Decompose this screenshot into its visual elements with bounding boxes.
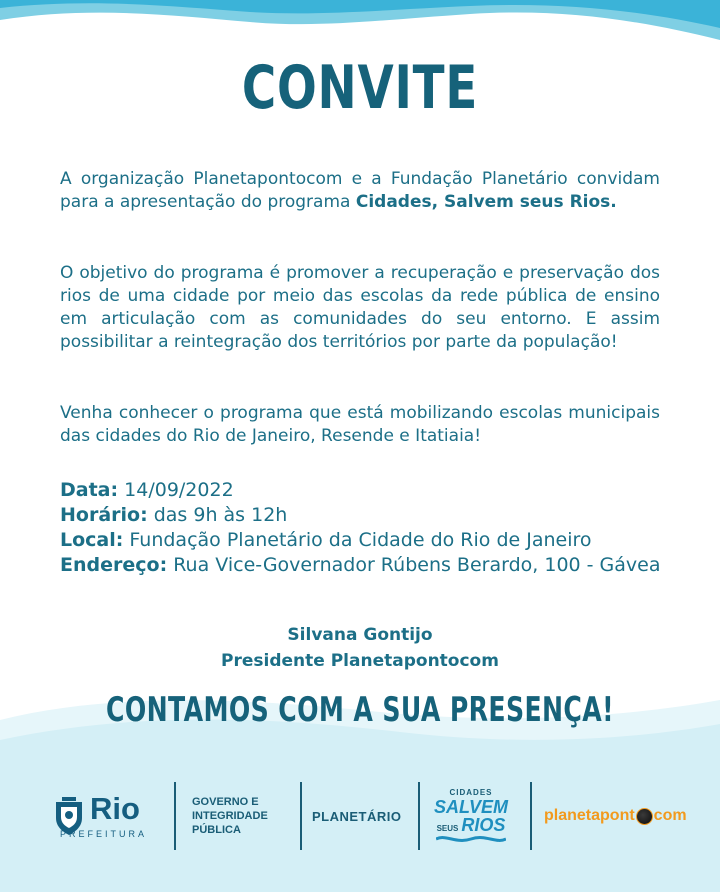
invitation-paragraph: Venha conhecer o programa que está mobilizando escolas municipais das cidades do Rio de Janeiro, Resende e Itatiaia! <box>60 403 660 446</box>
event-details <box>60 478 680 578</box>
planetapontocom-logo <box>544 776 687 856</box>
rio-text <box>60 791 148 839</box>
date-value: 14/09/2022 <box>118 479 234 501</box>
place-row <box>60 528 680 553</box>
logo-divider <box>174 782 176 850</box>
cidades-top: CIDADES <box>449 788 493 797</box>
call-to-action: CONTAMOS COM A SUA PRESENÇA! <box>106 690 614 730</box>
logo-divider <box>300 782 302 850</box>
address-row <box>60 553 680 578</box>
rio-sub: PREFEITURA <box>60 829 148 839</box>
logo-divider <box>530 782 532 850</box>
logo-divider <box>418 782 420 850</box>
address-value: Rua Vice-Governador Rúbens Berardo, 100 - Gávea <box>167 554 661 576</box>
governo-line3: PÚBLICA <box>192 824 241 836</box>
place-label: Local: <box>60 529 124 551</box>
intro-text: A organização Planetapontocom e a Fundação Planetário convidam para a apresentação do programa <box>60 169 660 212</box>
address-label: Endereço: <box>60 554 168 576</box>
rio-prefeitura-logo <box>52 776 147 856</box>
cidades-right: RIOS <box>461 815 506 835</box>
intro-paragraph <box>60 168 660 214</box>
logo-strip <box>44 776 694 856</box>
governo-logo <box>192 776 268 856</box>
cidades-left: SEUS <box>436 824 459 833</box>
page-title: CONVITE <box>241 53 479 123</box>
objective-paragraph: O objetivo do programa é promover a recuperação e preservação dos rios de uma cidade por meio das escolas da rede pública de ensino em articulação com as comunidades do seu entorno. E assim possibilitar a reintegração dos territórios por parte da população! <box>60 263 660 352</box>
globe-icon <box>636 808 653 825</box>
signature-block <box>0 622 720 674</box>
river-wave-icon <box>436 834 506 844</box>
signer-role: Presidente Planetapontocom <box>221 651 499 671</box>
pp-after: com <box>653 807 687 824</box>
date-label: Data: <box>60 479 119 501</box>
program-name: Cidades, Salvem seus Rios. <box>355 192 617 212</box>
time-row <box>60 503 680 528</box>
cidades-salvem-seus-rios-logo <box>434 776 508 856</box>
cidades-bottom-row <box>437 816 506 834</box>
signer-name: Silvana Gontijo <box>287 625 433 645</box>
governo-line1: GOVERNO E <box>192 796 259 808</box>
cidades-middle: SALVEM <box>434 797 509 817</box>
time-label: Horário: <box>60 504 148 526</box>
place-value: Fundação Planetário da Cidade do Rio de Janeiro <box>123 529 592 551</box>
planetario-logo: PLANETÁRIO <box>312 808 402 824</box>
date-row <box>60 478 680 503</box>
pp-before: planetapont <box>544 807 635 824</box>
time-value: das 9h às 12h <box>147 504 288 526</box>
rio-word: Rio <box>90 791 140 826</box>
governo-line2: INTEGRIDADE <box>192 810 268 822</box>
